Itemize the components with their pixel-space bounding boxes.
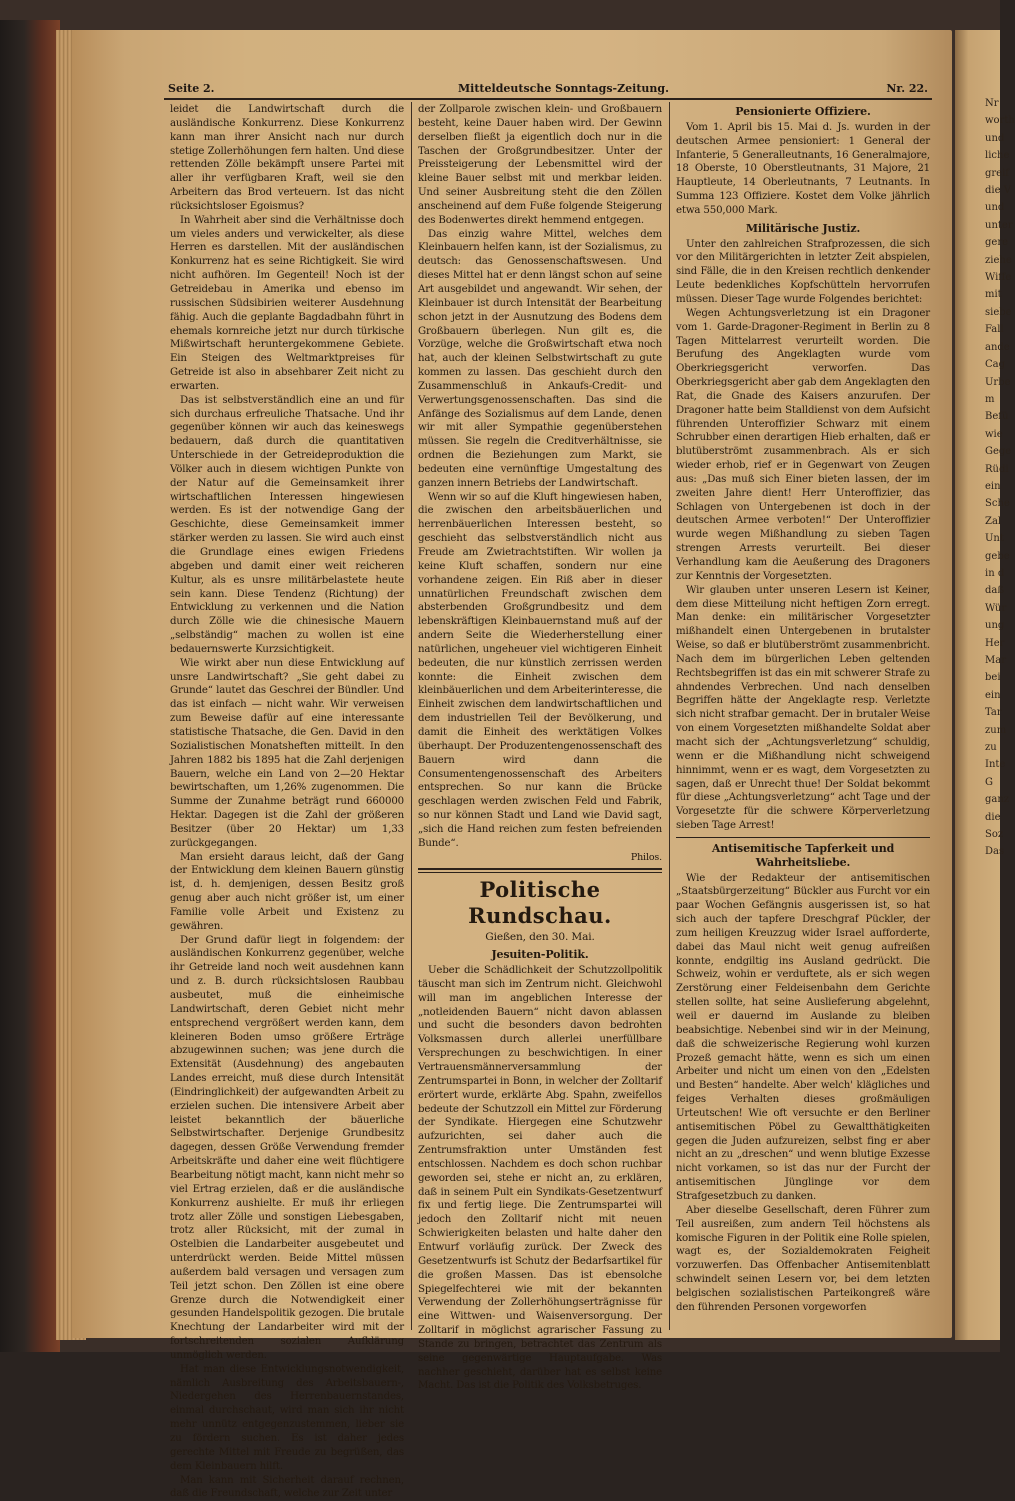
next-page-fragment: Inte xyxy=(985,759,1006,771)
next-page-fragment: die xyxy=(985,811,1001,823)
paragraph: Ueber die Schädlichkeit der Schutzzollpolitik täuscht man sich im Zentrum nicht. Gleichwohl will man im angeblichen Interesse der „notleidenden Bauern“ nicht davon ablassen und sucht die besonders davon bedrohten Volksmassen durch allerlei unerfüllbare Versprechungen zu beschwichtigen. In einer Vertrauensmännerversammlung der Zentrumspartei in Bonn, in welcher der Zolltarif erörtert wurde, erklärte Abg. Spahn, zweifellos bedeute der Schutzzoll ein Mittel zur Förderung der Syndikate. Hiergegen eine Schutzwehr aufzurichten, sei daher auch die Zentrumsfraktion unter Umständen fest entschlossen. Nachdem es doch schon ruchbar geworden sei, stehe er nicht an, zu erklären, daß in seinem Pult ein Syndikats-Gesetzentwurf fix und fertig liege. Die Zentrumspartei will jedoch den Zolltarif nicht mit neuen Schwierigkeiten belasten und halte daher den Entwurf vorläufig zurück. Der Zweck des Gesetzentwurfs ist Schutz der Bedarfsartikel für die großen Massen. Das ist ebensolche Spiegelfechterei wie mit der bekannten Verwendung der Zollerhöhungserträgnisse für eine Wittwen- und Waisenversorgung. Der Zolltarif in möglichst agrarischer Fassung zu Stande zu bringen, betrachtet das Zentrum als seine gegenwärtige Hauptaufgabe. Was nachher geschieht, darüber hat es selbst keine Macht. Das ist die Politik des Volksbetruges. xyxy=(418,965,662,1392)
next-page-fragment: Nr xyxy=(985,98,999,109)
next-page-fragment: ein xyxy=(985,689,1001,701)
paragraph: leidet die Landwirtschaft durch die ausländische Konkurrenz. Diese Konkurrenz kann man ihrer Ansicht nach nur durch stetige Zollerhöhungen fern halten. Und diese rettenden Zölle bekämpft unsere Partei mit aller ihr verfügbaren Kraft, weil sie den Arbeitern das Brod verteuern. Ist das nicht rücksichtsloser Egoismus? xyxy=(170,104,404,212)
next-page-fragment: Soz xyxy=(985,829,1004,841)
column-divider-1 xyxy=(411,102,412,1330)
next-page-fragment: ande xyxy=(985,341,1010,353)
next-page-fragment: Wiffe xyxy=(985,272,1012,284)
next-page-fragment: unter xyxy=(985,219,1013,231)
next-page-fragment: Wür xyxy=(985,602,1007,614)
column-3 xyxy=(676,103,930,1315)
next-page-fragment: Mar xyxy=(985,655,1006,666)
next-page-fragment: gebe xyxy=(985,550,1010,562)
paragraph: Man ersieht daraus leicht, daß der Gang der Entwicklung dem kleinen Bauern günstig ist, d. h. demjenigen, dessen Besitz groß genug aber auch nicht größer ist, um einer Familie volle Arbeit und Existenz zu gewähren. xyxy=(170,851,404,932)
section-rule xyxy=(676,837,930,838)
next-page-fragment: G xyxy=(985,776,993,788)
section-title: Politische Rundschau. xyxy=(468,877,612,929)
next-page-fragments xyxy=(955,30,1015,861)
newspaper-title: Mitteldeutsche Sonntags-Zeitung. xyxy=(458,82,669,95)
next-page-fragment: m xyxy=(985,393,995,405)
next-page-fragment: wie xyxy=(985,428,1003,440)
next-page-fragment: Das xyxy=(985,846,1005,858)
book-spine xyxy=(0,20,60,1352)
column-divider-2 xyxy=(669,102,670,1330)
next-page-fragment: Rüdi xyxy=(985,463,1009,475)
next-page-fragment: siebe xyxy=(985,306,1012,318)
paragraph: Vom 1. April bis 15. Mai d. Js. wurden in der deutschen Armee pensioniert: 1 General der Infanterie, 5 Generalleutnants, 16 Generalmajore, 18 Oberste, 10 Oberstleutnants, 31 Majore, 21 Hauptleute, 14 Oberleutnants, 7 Leutnants. In Summa 123 Offiziere. Kostet dem Volke jährlich etwa 550,000 Mark. xyxy=(676,121,930,216)
next-page-fragment: gere xyxy=(985,237,1009,249)
paragraph: der Zollparole zwischen klein- und Großbauern besteht, keine Dauer haben wird. Der Gewinn derselben fließt ja eigentlich doch nur in die Taschen der Großgrundbesitzer. Unter der Preissteigerung der Lebensmittel wird der kleine Bauer selbst mit und merkbar leiden. Und seiner Ausbreitung steht die den Zöllen anscheinend auf dem Fuße folgende Steigerung des Bodenwertes direkt hemmend entgegen. xyxy=(418,104,662,226)
dateline: Gießen, den 30. Mai. xyxy=(485,931,595,944)
next-page-fragment: und xyxy=(985,132,1005,144)
next-page-fragment: und xyxy=(985,202,1005,214)
next-page-fragment: Her xyxy=(985,637,1005,649)
paragraph: Wie wirkt aber nun diese Entwicklung auf unsre Landwirtschaft? „Sie geht dabei zu Grunde“ lautet das Geschrei der Bündler. Und das ist einfach — nicht wahr. Wir verweisen zum Beweise dafür auf eine interessante statistische Thatsache, die Gen. David in den Sozialistischen Monatsheften mitteilt. In den Jahren 1882 bis 1895 hat die Zahl derjenigen Bauern, welche ein Land von 2—20 Hektar bewirtschaften, um 1,26% zugenommen. Die Summe der Zunahme beträgt rund 660000 Hektar. Dagegen ist die Zahl der größeren Besitzer (über 20 Hektar) um 1,33 zurückgegangen. xyxy=(170,657,404,849)
section-rule xyxy=(418,868,662,870)
paragraph: Unter den zahlreichen Strafprozessen, die sich vor den Militärgerichten in letzter Zeit abspielen, sind Fälle, die in den Kreisen rechtlich denkender Leute bedenkliches Kopfschütteln hervorrufen müssen. Dieser Tage wurde Folgendes berichtet: xyxy=(676,238,930,305)
paragraph: Wir glauben unter unseren Lesern ist Keiner, dem diese Mitteilung nicht heftigen Zorn erregt. Man denke: ein militärischer Vorgesetzter mißhandelt einen Untergebenen in brutalster Weise, so daß er blutüberströmt zusammenbricht. Nach dem im bürgerlichen Leben geltenden Rechtsbegriffen ist das ein mit schwerer Strafe zu ahndendes Verbrechen. Und nach denselben Begriffen hätte der Angeklagte resp. Verletzte sich nicht strafbar gemacht. Der in brutaler Weise von einem Vorgesetzten mißhandelte Soldat aber macht sich der „Achtungsverletzung“ schuldig, wenn er die Mißhandlung nicht schweigend hinnimmt, wenn er es wagt, dem Vorgesetzten zu sagen, daß er Unrecht thue! Der Soldat bekommt für diese „Achtungsverletzung“ acht Tage und der Vorgesetzte für die schwere Körperverletzung sieben Tage Arrest! xyxy=(676,584,930,832)
section-rule-thin xyxy=(418,872,662,873)
next-page-fragment: Unt xyxy=(985,533,1004,545)
next-page-fragment: ziehe xyxy=(985,254,1012,266)
next-page-fragment: ung xyxy=(985,620,1005,632)
paragraph: Wegen Achtungsverletzung ist ein Dragoner vom 1. Garde-Dragoner-Regiment in Berlin zu 8 Tagen Mittelarrest verurteilt worden. Die Berufung des Angeklagten wurde vom Oberkriegsgericht verworfen. Das Oberkriegsgericht aber gab dem Angeklagten den Rat, die Gnade des Kaisers anzurufen. Der Dragoner hatte beim Stalldienst von dem Aufsicht führenden Unteroffizier Schwarz mit einem Schrubber einen derartigen Hieb erhalten, daß er blutüberströmt zusammenbrach. Als er sich wieder erhob, rief er in Gegenwart von Zeugen aus: „Das muß sich Einer bieten lassen, der im zweiten Jahre dient! Herr Unteroffizier, das Schlagen von Untergebenen ist doch in der deutschen Armee verboten!“ Der Unteroffizier wurde wegen Mißhandlung zu sieben Tagen strengen Arrests verurteilt. Bei dieser Verhandlung kam die Aeußerung des Dragoners zur Kenntnis der Vorgesetzten. xyxy=(676,307,930,582)
article-heading: Militärische Justiz. xyxy=(745,221,861,235)
paragraph: Aber dieselbe Gesellschaft, deren Führer zum Teil ausreißen, zum andern Teil höchstens als komische Figuren in der Politik eine Rolle spielen, wagt es, der Sozialdemokraten Feigheit vorzuwerfen. Das Offenbacher Antisemitenblatt schwindelt seinen Lesern vor, bei dem letzten belgischen sozialistischen Parteikongreß wäre den führenden Personen vorgeworfen xyxy=(676,1204,930,1313)
next-page-fragment: Cag xyxy=(985,359,1006,371)
next-page-fragment: zum xyxy=(985,724,1007,736)
paragraph: Man kann mit Sicherheit darauf rechnen, daß die Freundschaft, welche zur Zeit unter xyxy=(170,1474,404,1500)
next-page-fragment: mit xyxy=(985,289,1002,301)
next-page-fragment: Sche xyxy=(985,498,1010,510)
paragraph: Wie der Redakteur der antisemitischen „Staatsbürgerzeitung“ Bückler aus Furcht vor ein paar Wochen Gefängnis ausgerissen ist, so hat sich auch der tapfere Dreschgraf Pückler, der zum heiligen Kreuzzug wider Israel aufforderte, dabei das Maul nicht weit genug aufreißen konnte, endgiltig ins Ausland gedrückt. Die Schweiz, wohin er verduftete, als er sich wegen Zerstörung einer Feldeisenbahn dem Gerichte stellen sollte, hat seine Auslieferung abgelehnt, weil er dauernd im Auslande zu bleiben beabsichtige. Nebenbei sind wir in der Meinung, daß die schweizerische Regierung wohl kurzen Prozeß gemacht hätte, wenn es sich um einen Arbeiter und nicht um einen von den „Edelsten und Besten“ handelte. Aber welch' klägliches und feiges Verhalten dieses großmäuligen Urteutschen! Wie oft versuchte er den Berliner antisemitischen Pöbel zu Gewaltthätigkeiten gegen die Juden aufzureizen, selbst fing er aber nicht an zu „dreschen“ und wenn blutige Exzesse nicht vorkamen, so ist das nur der Furcht der antisemitischen Jünglinge vor dem Strafgesetzbuch zu danken. xyxy=(676,872,930,1202)
paragraph: Hat man diese Entwicklungsnotwendigkeit, nämlich Ausbreitung des Arbeitsbauern-, Niedergehen des Herrenbauernstandes, einmal durchschaut, wird man sich ihr nicht mehr unnütz entgegenzustemmen, lieber sie zu fördern suchen. Es ist daher jedes gerechte Mittel mit Freude zu begrüßen, das dem Kleinbauern hilft. xyxy=(170,1363,404,1472)
next-page-fragment: in d xyxy=(985,567,1005,579)
next-page-fragment: ein xyxy=(985,480,1001,492)
article-heading: Antisemitische Tapferkeit und Wahrheitsliebe. xyxy=(711,841,895,869)
issue-number: Nr. 22. xyxy=(886,82,928,95)
page-number: Seite 2. xyxy=(168,82,215,95)
article-heading: Jesuiten-Politik. xyxy=(491,948,589,962)
next-page-edge xyxy=(955,30,1015,1340)
article-signature: Philos. xyxy=(630,851,662,863)
column-2 xyxy=(418,103,662,1393)
next-page-fragment: greif xyxy=(985,167,1009,179)
running-head xyxy=(168,82,928,98)
header-rule xyxy=(164,98,932,100)
next-page-fragment: Urbe xyxy=(985,376,1011,388)
next-page-fragment: Zal xyxy=(985,515,1002,527)
next-page-fragment: worth xyxy=(985,115,1015,127)
next-page-fragment: Tar xyxy=(985,707,1002,719)
next-page-fragment: Befü xyxy=(985,411,1009,423)
next-page-fragment: ganz xyxy=(985,794,1010,806)
next-page-fragment: Gege xyxy=(985,446,1012,458)
column-1 xyxy=(170,103,404,1501)
next-page-fragment: Fall xyxy=(985,324,1004,336)
next-page-fragment: bei xyxy=(985,672,1001,684)
next-page-fragment: liche xyxy=(985,150,1010,162)
paragraph: Der Grund dafür liegt in folgendem: der ausländischen Konkurrenz gegenüber, welche ihr Getreide land noch weit ausdehnen kann und z. B. durch rücksichtslosen Raubbau ausbeutet, muß die einheimische Landwirtschaft, deren Gebiet nicht mehr entsprechend vergrößert werden kann, dem kleineren Boden umso größere Erträge abzugewinnen suchen; was jene durch die Extensität (Ausdehnung) des angebauten Landes erreicht, muß diese durch Intensität (Eindringlichkeit) der aufgewandten Arbeit zu erzielen suchen. Die intensivere Arbeit aber leistet bekanntlich der bäuerliche Selbstwirtschafter. Derjenige Grundbesitz dagegen, dessen Größe Verwendung fremder Arbeitskräfte und daher eine weit flüchtigere Bearbeitung nötigt macht, kann nicht mehr so viel Ertrag erzielen, daß er die ausländische Konkurrenz aushielte. Er muß ihr erliegen trotz aller Zölle und sonstigen Liebesgaben, trotz aller Rücksicht, mit der zumal in Ostelbien die Landarbeiter ausgebeutet und unterdrückt werden. Beide Mittel müssen außerdem bald versagen und versagen zum Teil jetzt schon. Den Zöllen ist eine obere Grenze durch die Notwendigkeit einer gesunden Handelspolitik gezogen. Die brutale Knechtung der Landarbeiter wird mit der fortschreitenden sozialen Aufklärung unmöglich werden. xyxy=(170,934,404,1361)
next-page-fragment: daß xyxy=(985,585,1005,597)
paragraph: Das ist selbstverständlich eine an und für sich durchaus erfreuliche Thatsache. Und ihr gegenüber können wir auch das keineswegs bedauern, daß durch die quantitativen Unterschiede in der Getreideproduktion die Völker auch in diesem wichtigen Punkte von der Natur auf die Gemeinsamkeit ihrer wirtschaftlichen Interessen hingewiesen werden. Es ist der notwendige Gang der Geschichte, diese Gemeinsamkeit immer stärker werden zu lassen. Sie wird auch einst die Grundlage eines ewigen Friedens abgeben und damit einer weit reicheren Kultur, als es unsre militärbelastete heute sein kann. Diese Tendenz (Richtung) der Entwicklung zu verkennen und die Nation durch Zölle wie die chinesische Mauern „selbständig“ machen zu wollen ist eine bedauernswerte Kurzsichtigkeit. xyxy=(170,394,404,655)
next-page-fragment: die V xyxy=(985,185,1011,197)
paragraph: In Wahrheit aber sind die Verhältnisse doch um vieles anders und verwickelter, als diese Herren es darstellen. Mit der ausländischen Konkurrenz hat es seine Richtigkeit. Sie wird nicht aufhören. Im Gegenteil! Noch ist der Getreidebau in Amerika und ebenso im russischen Südsibirien weiterer Ausdehnung fähig. Auch die geplante Bagdadbahn führt in ehemals kornreiche jetzt nur durch türkische Mißwirtschaft heruntergekommene Gebiete. Ein Steigen des Weltmarktpreises für Getreide ist also in absehbarer Zeit nicht zu erwarten. xyxy=(170,214,404,392)
article-heading: Pensionierte Offiziere. xyxy=(735,105,871,118)
next-page-fragment: zu xyxy=(985,742,997,754)
paragraph: Das einzig wahre Mittel, welches dem Kleinbauern helfen kann, ist der Sozialismus, zu deutsch: das Genossenschaftswesen. Und dieses Mittel hat er denn längst schon auf seine Art ausgebildet und angewandt. Wir sehen, der Kleinbauer ist durch Intensität der Bearbeitung schon jetzt in der Ausnutzung des Bodens dem Großbauern überlegen. Nun gilt es, die Vorzüge, welche die Großwirtschaft etwa noch hat, auch der kleinen Selbstwirtschaft zu gute kommen zu lassen. Das geschieht durch den Zusammenschluß in Ankaufs-Credit- und Verwertungsgenossenschaften. Das sind die Anfänge des Sozialismus auf dem Lande, denen wir mit aller Sympathie gegenüberstehen müssen. Sie regeln die Creditverhältnisse, sie ordnen die Beziehungen zum Markt, sie bedeuten eine vernünftige Umgestaltung des ganzen innern Betriebs der Landwirtschaft. xyxy=(418,228,662,489)
paragraph: Wenn wir so auf die Kluft hingewiesen haben, die zwischen den arbeitsbäuerlichen und herrenbäuerlichen Interessen besteht, so geschieht das selbstverständlich nicht aus Freude am Zwietrachtstiften. Wir wollen ja keine Kluft schaffen, sondern nur eine vorhandene zeigen. Ein Riß aber in dieser unnatürlichen Freundschaft zwischen dem absterbenden Großgrundbesitz und dem lebenskräftigen Kleinbauernstand muß auf der andern Seite die Wiederherstellung einer natürlichen, ungeheuer viel wichtigeren Einheit bedeuten, die nur künstlich zerrissen werden konnte: die Einheit zwischen dem kleinbäuerlichen und dem Arbeiterinteresse, die Einheit zwischen dem landwirtschaftlichen und dem industriellen Teil der Bevölkerung, und damit die Einheit des werktätigen Volkes überhaupt. Der Produzentengenossenschaft des Bauern wird dann die Consumentengenossenschaft des Arbeiters entsprechen. So nur kann die Brücke geschlagen werden zwischen Feld und Fabrik, so nur können Stadt und Land wie David sagt, „sich die Hand reichen zum festen befreienden Bunde“. xyxy=(418,491,662,849)
